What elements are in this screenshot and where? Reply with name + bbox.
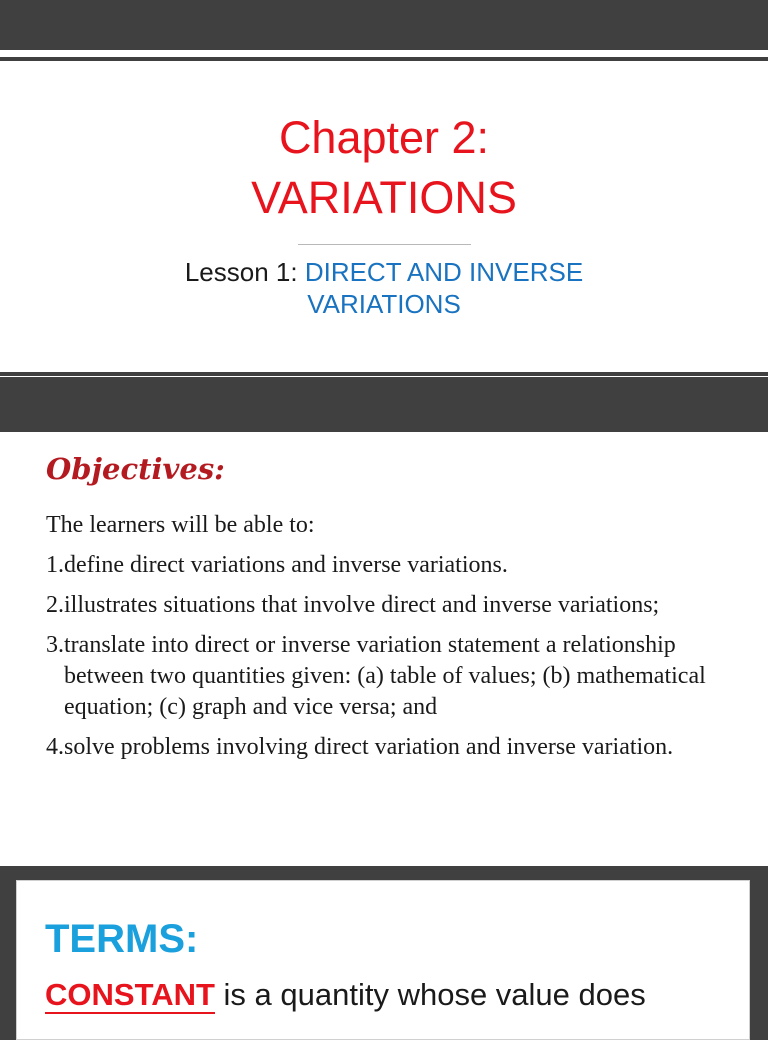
objectives-slide	[0, 432, 768, 866]
objectives-body	[46, 510, 736, 772]
objective-item	[46, 550, 736, 581]
objective-item	[46, 732, 736, 763]
objective-item	[46, 630, 736, 723]
lesson-topic-line2: VARIATIONS	[307, 289, 461, 319]
objectives-list	[46, 550, 736, 763]
objectives-intro: The learners will be able to:	[46, 512, 315, 538]
term-definition-line	[45, 977, 646, 1013]
term-definition: is a quantity whose value does	[214, 977, 646, 1012]
objective-number: 1.	[46, 552, 64, 578]
top-band	[0, 57, 768, 61]
objectives-heading: Objectives:	[46, 452, 225, 486]
objective-text: define direct variations and inverse variations.	[64, 552, 508, 578]
title-slide	[0, 50, 768, 377]
lesson-topic-line1: DIRECT AND INVERSE	[304, 257, 584, 287]
objective-text: illustrates situations that involve direct and inverse variations;	[64, 592, 660, 618]
objective-number: 2.	[46, 592, 64, 618]
objective-number: 4.	[46, 734, 64, 760]
objective-number: 3.	[46, 632, 64, 658]
objective-text: translate into direct or inverse variation statement a relationship between two quantities given: (a) table of values; (b) mathematical equation; (c) graph and vice versa; and	[64, 632, 706, 720]
lesson-subtitle	[0, 256, 768, 320]
objective-item	[46, 590, 736, 621]
chapter-title-line1: Chapter 2:	[278, 112, 490, 163]
terms-heading: TERMS:	[45, 917, 199, 961]
term-word: CONSTANT	[45, 977, 215, 1012]
objective-text: solve problems involving direct variation and inverse variation.	[64, 734, 674, 760]
chapter-title-line2: VARIATIONS	[251, 172, 517, 223]
bottom-band	[0, 372, 768, 376]
title-divider	[298, 244, 471, 245]
lesson-label: Lesson 1:	[184, 257, 305, 287]
terms-slide	[16, 880, 750, 1040]
chapter-title	[0, 108, 768, 228]
